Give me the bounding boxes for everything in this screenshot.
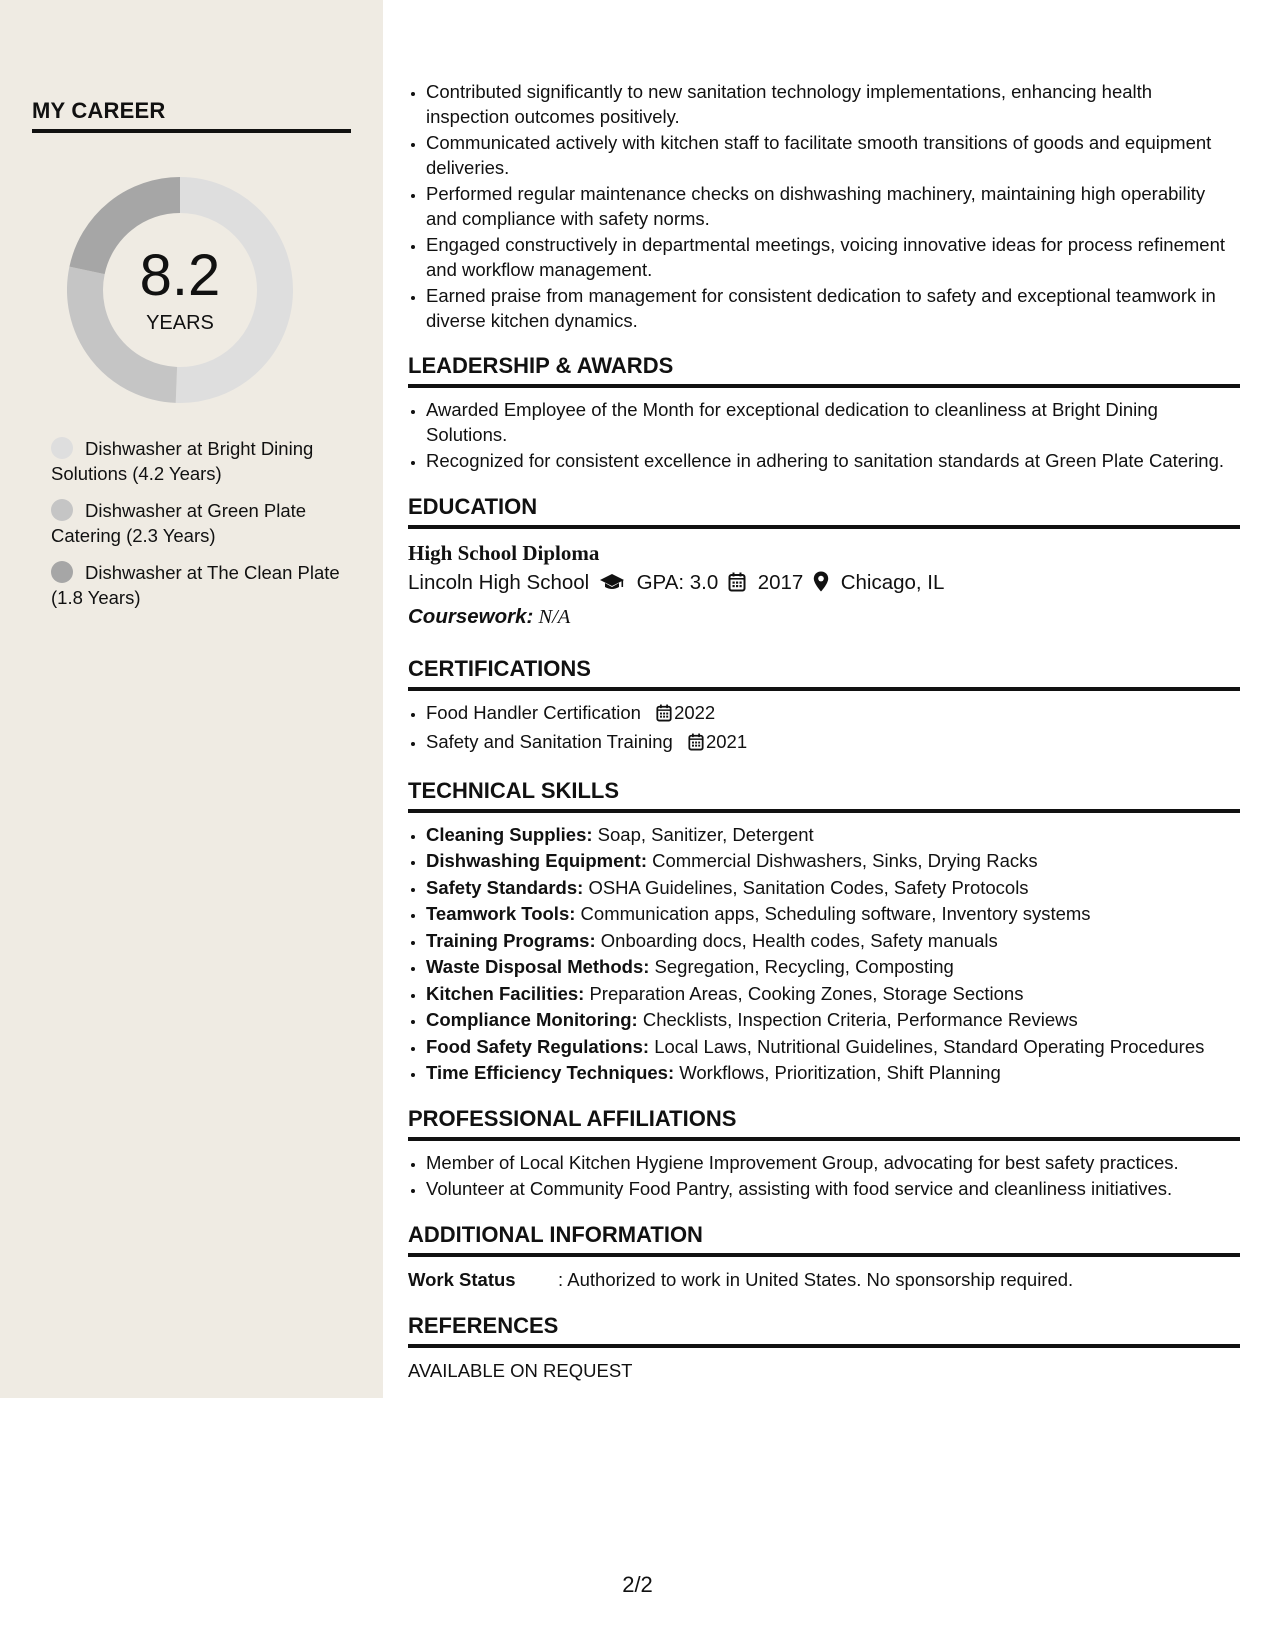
legend-item: [51, 436, 341, 486]
skill-label: Cleaning Supplies:: [426, 823, 593, 845]
skill-value: Checklists, Inspection Criteria, Performance Reviews: [642, 1009, 1078, 1030]
list-item: • Contributed significantly to new sanitation technology implementations, enhancing health inspection outcomes positively.: [426, 80, 1240, 129]
cert-name: Food Handler Certification: [426, 701, 641, 723]
list-item: [426, 902, 1240, 927]
experience-bullets: [408, 80, 1240, 333]
skill-value: Local Laws, Nutritional Guidelines, Standard Operating Procedures: [654, 1035, 1205, 1057]
leadership-section: [408, 353, 1240, 474]
skill-value: Communication apps, Scheduling software, Inventory systems: [580, 903, 1091, 924]
skill-label: Waste Disposal Methods:: [426, 956, 650, 977]
references-section: [408, 1313, 1240, 1384]
coursework-value: N/A: [538, 605, 571, 628]
school-name: Lincoln High School: [408, 570, 590, 594]
leadership-list: [408, 398, 1240, 474]
section-heading: CERTIFICATIONS: [408, 656, 1240, 691]
skill-label: Safety Standards:: [426, 876, 584, 898]
career-sidebar: [0, 0, 383, 1398]
list-item: [426, 1035, 1240, 1060]
donut-center: [67, 177, 293, 403]
calendar-icon: [688, 733, 704, 758]
list-item: [426, 823, 1240, 848]
list-item: • Communicated actively with kitchen staff to facilitate smooth transitions of goods and equipment deliveries.: [426, 131, 1240, 180]
list-item: [426, 1061, 1240, 1086]
list-item: [426, 701, 1240, 729]
skill-label: Kitchen Facilities:: [426, 982, 585, 1004]
skill-value: Workflows, Prioritization, Shift Planning: [679, 1062, 1001, 1083]
graduation-cap-icon: [599, 570, 625, 602]
section-heading: TECHNICAL SKILLS: [408, 778, 1240, 813]
sidebar-title-rule: [32, 129, 351, 133]
sidebar-title: MY CAREER: [32, 98, 166, 123]
gpa: GPA: 3.0: [636, 570, 719, 594]
work-status-row: [408, 1267, 1240, 1293]
total-years-value: 8.2: [139, 243, 221, 308]
cert-year: 2021: [705, 731, 748, 752]
list-item: [426, 929, 1240, 954]
list-item: [426, 1008, 1240, 1033]
affiliations-section: [408, 1106, 1240, 1202]
career-legend: [51, 436, 341, 622]
education-section: [408, 494, 1240, 632]
work-status-value: : Authorized to work in United States. No sponsorship required.: [558, 1268, 1074, 1290]
list-item: [426, 849, 1240, 874]
skill-value: Preparation Areas, Cooking Zones, Storage Sections: [589, 982, 1024, 1004]
list-item: • Volunteer at Community Food Pantry, assisting with food service and cleanliness initiatives.: [426, 1177, 1240, 1202]
skill-label: Training Programs:: [426, 929, 596, 951]
coursework-label: Coursework:: [408, 604, 534, 628]
list-item: • Earned praise from management for consistent dedication to safety and exceptional teamwork in diverse kitchen dynamics.: [426, 284, 1240, 333]
list-item: • Recognized for consistent excellence in adhering to sanitation standards at Green Plate Catering.: [426, 449, 1240, 474]
skill-value: Commercial Dishwashers, Sinks, Drying Racks: [652, 850, 1038, 871]
skill-value: OSHA Guidelines, Sanitation Codes, Safety Protocols: [588, 876, 1029, 898]
calendar-icon: [728, 570, 746, 602]
legend-dot-icon: [51, 437, 73, 459]
references-text: AVAILABLE ON REQUEST: [408, 1359, 633, 1381]
skill-value: Segregation, Recycling, Composting: [654, 956, 954, 977]
list-item: [426, 730, 1240, 758]
education-details: [408, 567, 1240, 602]
skills-list: [408, 823, 1240, 1086]
legend-label: Dishwasher at Bright Dining Solutions (4.2 Years): [51, 438, 314, 484]
graduation-year: 2017: [757, 570, 804, 594]
certifications-section: [408, 656, 1240, 758]
certifications-list: [408, 701, 1240, 758]
skill-label: Compliance Monitoring:: [426, 1009, 638, 1030]
work-status-label: Work Status: [408, 1268, 516, 1290]
list-item: • Performed regular maintenance checks on dishwashing machinery, maintaining high operability and compliance with safety norms.: [426, 182, 1240, 231]
legend-dot-icon: [51, 561, 73, 583]
section-heading: REFERENCES: [408, 1313, 1240, 1348]
legend-label: Dishwasher at Green Plate Catering (2.3 Years): [51, 500, 307, 546]
legend-label: Dishwasher at The Clean Plate (1.8 Years): [51, 562, 340, 608]
section-heading: EDUCATION: [408, 494, 1240, 529]
resume-main-column: [408, 80, 1240, 1384]
list-item: [426, 955, 1240, 980]
coursework: [408, 602, 1240, 632]
cert-year: 2022: [674, 701, 716, 723]
legend-dot-icon: [51, 499, 73, 521]
section-heading: LEADERSHIP & AWARDS: [408, 353, 1240, 388]
legend-item: [51, 498, 341, 548]
affiliations-list: [408, 1151, 1240, 1202]
location-pin-icon: [813, 570, 829, 602]
skill-value: Soap, Sanitizer, Detergent: [597, 823, 814, 845]
legend-item: [51, 560, 341, 610]
list-item: • Member of Local Kitchen Hygiene Improvement Group, advocating for best safety practices.: [426, 1151, 1240, 1176]
calendar-icon: [656, 704, 672, 729]
list-item: • Awarded Employee of the Month for exceptional dedication to cleanliness at Bright Dining Solutions.: [426, 398, 1240, 447]
section-heading: PROFESSIONAL AFFILIATIONS: [408, 1106, 1240, 1141]
technical-skills-section: [408, 778, 1240, 1086]
list-item: [426, 982, 1240, 1007]
list-item: [426, 876, 1240, 901]
skill-label: Teamwork Tools:: [426, 903, 576, 924]
additional-info-section: [408, 1222, 1240, 1293]
degree-title: High School Diploma: [408, 540, 600, 565]
total-years-unit: YEARS: [146, 312, 214, 334]
skill-label: Time Efficiency Techniques:: [426, 1062, 675, 1083]
cert-name: Safety and Sanitation Training: [426, 731, 673, 752]
list-item: • Engaged constructively in departmental meetings, voicing innovative ideas for process refinement and workflow management.: [426, 233, 1240, 282]
page-number: 2/2: [622, 1572, 653, 1597]
school-location: Chicago, IL: [840, 570, 945, 594]
skill-label: Dishwashing Equipment:: [426, 850, 647, 871]
section-heading: ADDITIONAL INFORMATION: [408, 1222, 1240, 1257]
skill-value: Onboarding docs, Health codes, Safety manuals: [600, 929, 998, 951]
skill-label: Food Safety Regulations:: [426, 1035, 650, 1057]
